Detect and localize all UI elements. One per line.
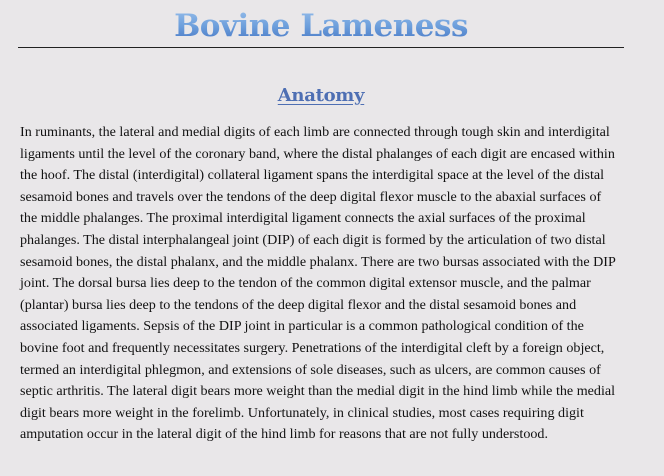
section-heading-anatomy[interactable]: Anatomy	[277, 85, 365, 106]
page-title: Bovine Lameness	[18, 6, 624, 46]
title-divider	[18, 47, 624, 48]
anatomy-paragraph: In ruminants, the lateral and medial digits of each limb are connected through tough skin and interdigital ligaments until the level of the coronary band, where the distal phalanges of each digit are encased within the hoof. The distal (interdigital) collateral ligament spans the interdigital space at the level of the distal sesamoid bones and travels over the tendons of the deep digital flexor muscle to the abaxial surfaces of the middle phalanges. The proximal interdigital ligament connects the axial surfaces of the proximal phalanges. The distal interphalangeal joint (DIP) of each digit is formed by the articulation of two distal sesamoid bones, the distal phalanx, and the middle phalanx. There are two bursas associated with the DIP joint. The dorsal bursa lies deep to the tendon of the common digital extensor muscle, and the palmar (plantar) bursa lies deep to the tendons of the deep digital flexor and the distal sesamoid bones and associated ligaments. Sepsis of the DIP joint in particular is a common pathological condition of the bovine foot and frequently necessitates surgery. Penetrations of the interdigital cleft by a foreign object, termed an interdigital phlegmon, and extensions of sole diseases, such as ulcers, are common causes of septic arthritis. The lateral digit bears more weight than the medial digit in the hind limb while the medial digit bears more weight in the forelimb. Unfortunately, in clinical studies, most cases requiring digit amputation occur in the lateral digit of the hind limb for reasons that are not fully understood.	[20, 124, 616, 443]
